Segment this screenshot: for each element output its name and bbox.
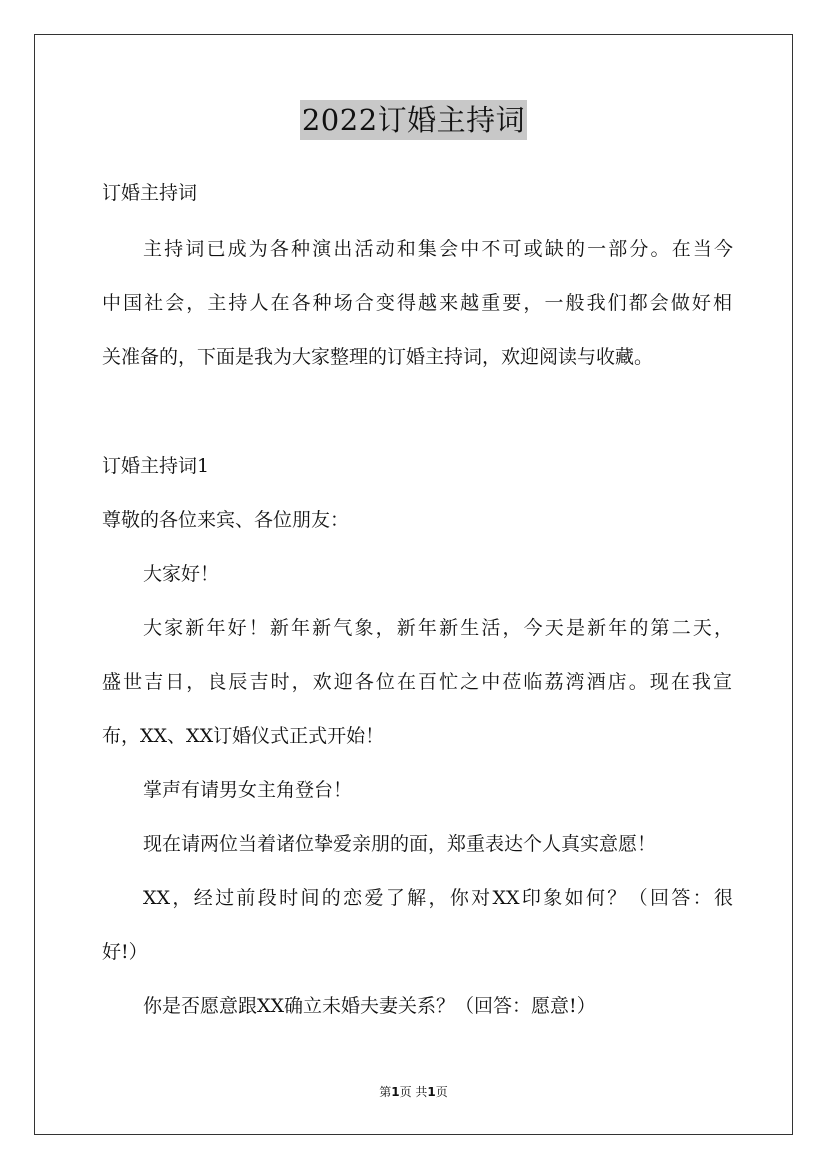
page-footer: [0, 1083, 827, 1101]
paragraph-5: 你是否愿意跟XX确立未婚夫妻关系？（回答：愿意!）: [143, 995, 596, 1017]
paragraph-4-line-1: XX，经过前段时间的恋爱了解，你对XX印象如何？（回答：很: [143, 887, 733, 909]
paragraph-3: 现在请两位当着诸位挚爱亲朋的面，郑重表达个人真实意愿！: [143, 833, 657, 855]
footer-total-pages: 1: [427, 1085, 436, 1099]
footer-mid: 页 共: [399, 1085, 428, 1099]
footer-suffix: 页: [435, 1085, 448, 1099]
intro-line-2: 中国社会，主持人在各种场合变得越来越重要，一般我们都会做好相: [102, 292, 732, 314]
intro-line-3: 关准备的，下面是我为大家整理的订婚主持词，欢迎阅读与收藏。: [102, 346, 654, 368]
paragraph-2: 掌声有请男女主角登台！: [143, 779, 353, 801]
footer-prefix: 第: [379, 1085, 392, 1099]
subtitle: 订婚主持词: [102, 182, 198, 204]
paragraph-hello: 大家好！: [143, 563, 220, 585]
paragraph-1-line-2: 盛世吉日，良辰吉时，欢迎各位在百忙之中莅临荔湾酒店。现在我宣: [102, 671, 732, 693]
document-title: 2022订婚主持词: [300, 100, 527, 140]
greeting: 尊敬的各位来宾、各位朋友：: [102, 509, 350, 531]
title-container: [0, 100, 827, 140]
paragraph-1-line-3: 布，XX、XX订婚仪式正式开始！: [102, 725, 385, 747]
paragraph-4-line-2: 好!）: [102, 941, 148, 963]
intro-line-1: 主持词已成为各种演出活动和集会中不可或缺的一部分。在当今: [143, 238, 733, 260]
paragraph-1-line-1: 大家新年好！新年新气象，新年新生活，今天是新年的第二天，: [143, 617, 733, 639]
footer-page-number: 1: [391, 1085, 400, 1099]
section-heading: 订婚主持词1: [102, 455, 210, 477]
